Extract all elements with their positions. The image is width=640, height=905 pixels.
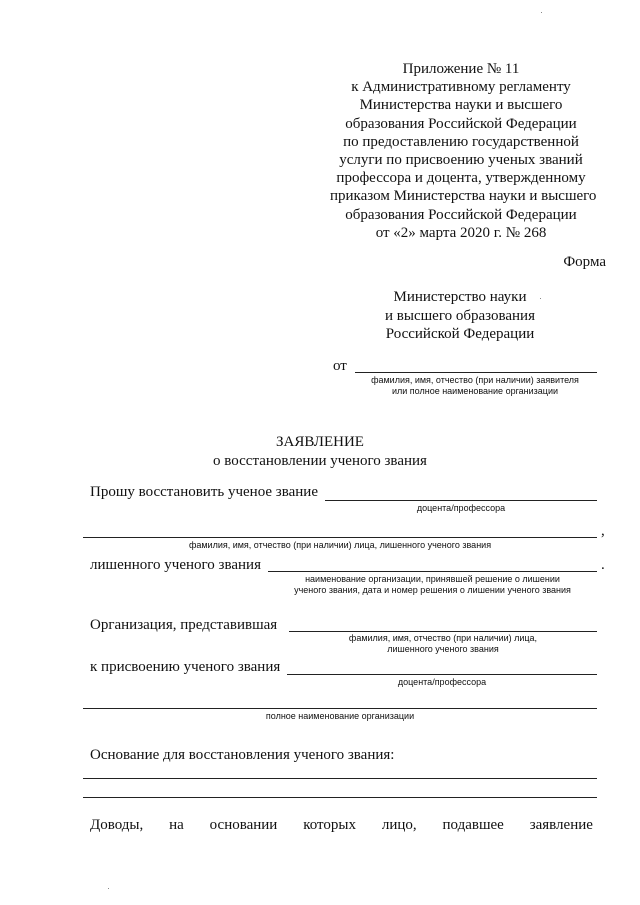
deprived-caption — [268, 574, 597, 596]
document-title — [0, 433, 640, 471]
request-caption: доцента/профессора — [416, 503, 506, 513]
appendix-line: к Административному регламенту — [351, 79, 571, 96]
org-full-name-field-line[interactable] — [83, 708, 597, 709]
appendix-line: Министерства науки и высшего — [359, 97, 563, 114]
from-label: от — [333, 358, 347, 374]
organization-label: Организация, представившая — [90, 617, 278, 633]
reasons-word: Доводы, — [90, 817, 144, 833]
conferral-label: к присвоению ученого звания — [90, 659, 281, 675]
academic-title-field-line[interactable] — [325, 500, 597, 501]
deprived-label: лишенного ученого звания — [90, 557, 261, 573]
deprived-trailing-period: . — [601, 557, 605, 573]
conferral-title-field-line[interactable] — [287, 674, 597, 675]
appendix-line: образования Российской Федерации — [345, 206, 577, 223]
org-full-caption: полное наименование организации — [265, 711, 415, 721]
title-heading: ЗАЯВЛЕНИЕ — [276, 434, 364, 450]
title-subheading: о восстановлении ученого звания — [213, 453, 427, 469]
person-trailing-comma: , — [601, 523, 605, 539]
recipient-line: и высшего образования — [385, 307, 535, 324]
appendix-line: по предоставлению государственной — [343, 133, 579, 150]
basis-field-line-1[interactable] — [83, 778, 597, 779]
from-caption-line: фамилия, имя, отчество (при наличии) заявителя — [371, 375, 579, 385]
appendix-line: приказом Министерства науки и высшего — [330, 188, 597, 205]
request-label: Прошу восстановить ученое звание — [90, 484, 318, 500]
from-caption — [330, 375, 620, 397]
reasons-word: на — [169, 817, 184, 833]
organization-caption-line: лишенного ученого звания — [387, 644, 499, 654]
reasons-line — [90, 817, 593, 834]
reasons-word: которых — [303, 817, 356, 833]
organization-caption-line: фамилия, имя, отчество (при наличии) лица, — [348, 633, 538, 643]
appendix-line: от «2» марта 2020 г. № 268 — [375, 224, 547, 241]
organization-field-line[interactable] — [289, 631, 597, 632]
deprived-caption-line: наименование организации, принявшей решение о лишении — [305, 574, 560, 584]
basis-label: Основание для восстановления ученого звания: — [90, 747, 395, 763]
scan-speck — [541, 12, 542, 13]
organization-caption — [289, 633, 597, 655]
scan-speck — [540, 298, 541, 299]
appendix-line: профессора и доцента, утвержденному — [336, 170, 586, 187]
appendix-line: услуги по присвоению ученых званий — [339, 152, 583, 169]
scan-speck — [108, 888, 109, 889]
reasons-word: подавшее — [442, 817, 504, 833]
from-field-line[interactable] — [355, 372, 597, 373]
from-caption-line: или полное наименование организации — [391, 386, 559, 396]
deprivation-decision-field-line[interactable] — [268, 571, 597, 572]
reasons-word: основании — [209, 817, 278, 833]
reasons-word: лицо, — [381, 817, 417, 833]
deprived-caption-line: ученого звания, дата и номер решения о лишении ученого звания — [294, 585, 571, 595]
appendix-header — [330, 60, 597, 242]
appendix-line: Приложение № 11 — [402, 61, 520, 77]
form-label: Форма — [563, 254, 606, 270]
person-name-field-line[interactable] — [83, 537, 597, 538]
appendix-line: образования Российской Федерации — [345, 115, 577, 132]
recipient-block — [360, 288, 560, 344]
recipient-line: Министерство науки — [393, 289, 527, 305]
person-caption: фамилия, имя, отчество (при наличии) лица, лишенного ученого звания — [188, 540, 492, 550]
recipient-line: Российской Федерации — [385, 326, 535, 342]
reasons-word: заявление — [529, 817, 593, 833]
basis-field-line-2[interactable] — [83, 797, 597, 798]
conferral-caption: доцента/профессора — [397, 677, 487, 687]
